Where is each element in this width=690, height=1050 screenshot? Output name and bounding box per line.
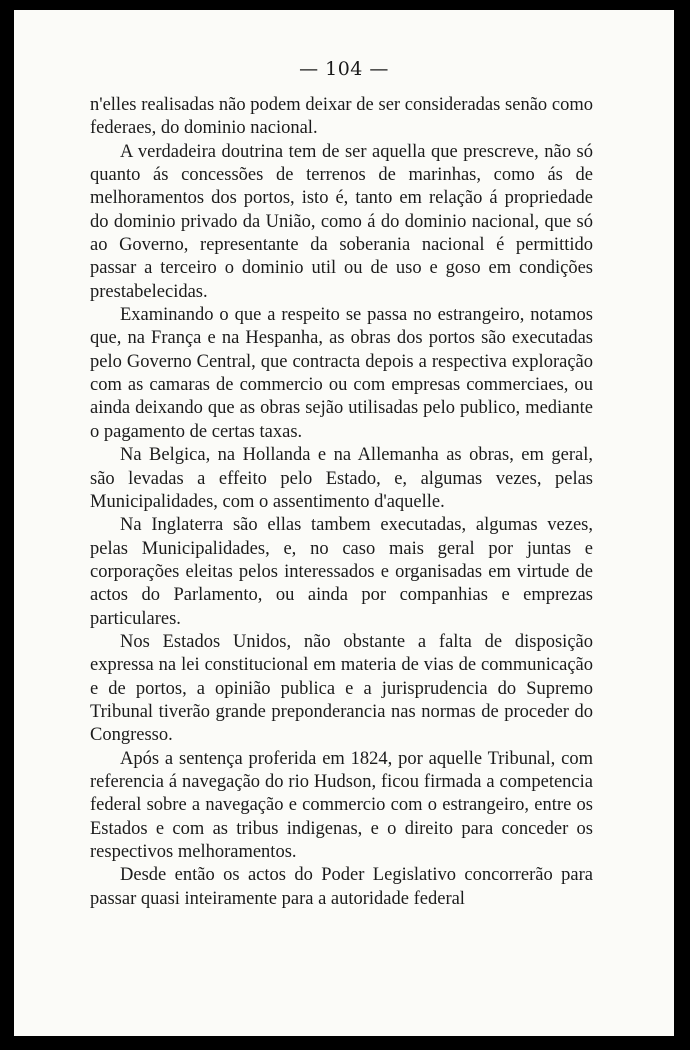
page-number: — 104 — <box>299 58 389 80</box>
paragraph-3: Examinando o que a respeito se passa no estrangeiro, notamos que, na França e na Hespanha, as obras dos portos são executadas pelo Governo Central, que contracta depois a respectiva exploração com as camaras de commercio ou com empresas commerciaes, ou ainda deixando que as obras sejão utilisadas pelo publico, mediante o pagamento de certas taxas. <box>90 305 593 442</box>
paragraph-2: A verdadeira doutrina tem de ser aquella que prescreve, não só quanto ás concessões de terrenos de marinhas, como ás de melhoramentos dos portos, isto é, tanto em relação á propriedade do dominio privado da União, como á do dominio nacional, que só ao Governo, representante da soberania nacional é permittido passar a terceiro o dominio util ou de uso e goso em condições prestabelecidas. <box>90 141 593 302</box>
paragraph-4: Na Belgica, na Hollanda e na Allemanha as obras, em geral, são levadas a effeito pelo Estado, e, algumas vezes, pelas Municipalidades, com o assentimento d'aquelle. <box>90 445 593 512</box>
paragraph-7: Após a sentença proferida em 1824, por aquelle Tribunal, com referencia á navegação do rio Hudson, ficou firmada a competencia federal sobre a navegação e commercio com o estrangeiro, entre os Estados e com as tribus indigenas, e o direito para conceder os respectivos melhoramentos. <box>90 748 593 862</box>
paragraph-5: Na Inglaterra são ellas tambem executadas, algumas vezes, pelas Municipalidades, e, no caso mais geral por juntas e corporações eleitas pelos interessados e organisadas em virtude de actos do Parlamento, ou ainda por companhias e emprezas particulares. <box>90 515 593 629</box>
book-page <box>14 10 674 1036</box>
paragraph-6: Nos Estados Unidos, não obstante a falta de disposição expressa na lei constitucional em materia de vias de communicação e de portos, a opinião publica e a jurisprudencia do Supremo Tribunal tiverão grande preponderancia nas normas de proceder do Congresso. <box>90 631 593 746</box>
body-text <box>90 94 593 911</box>
paragraph-8: Desde então os actos do Poder Legislativo concorrerão para passar quasi inteiramente para a autoridade federal <box>90 865 593 909</box>
paragraph-1: n'elles realisadas não podem deixar de ser consideradas senão como federaes, do dominio nacional. <box>90 95 593 139</box>
